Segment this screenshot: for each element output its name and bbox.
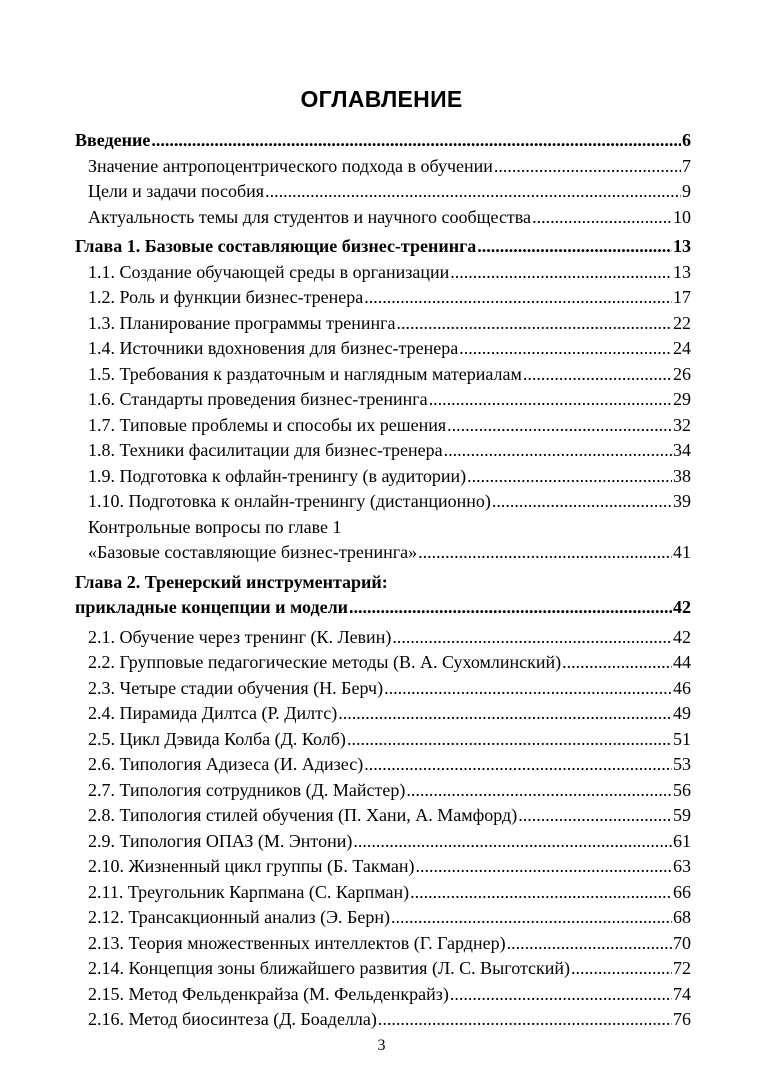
toc-entry[interactable] (75, 956, 691, 982)
toc-page-number: 44 (673, 652, 691, 672)
toc-page-number: 56 (673, 779, 691, 800)
toc-entry[interactable] (75, 489, 691, 515)
toc-entry[interactable] (75, 982, 691, 1008)
dot-leader (459, 336, 672, 362)
dot-leader (364, 285, 672, 311)
toc-page-number: 38 (673, 465, 691, 486)
toc-entry-text: Глава 2. Тренерский инструментарий: (75, 571, 388, 592)
dot-leader (347, 727, 672, 753)
toc-page-number: 46 (673, 677, 691, 698)
toc-entry[interactable] (75, 701, 691, 727)
toc-entry-text: «Базовые составляющие бизнес-тренинга» (88, 542, 418, 562)
toc-page-number: 49 (673, 703, 691, 723)
toc-page-number: 13 (673, 236, 691, 256)
toc-entry[interactable] (75, 905, 691, 931)
toc-page-number: 10 (673, 206, 691, 227)
toc-entry-text: 2.1. Обучение через тренинг (К. Левин) (88, 626, 392, 647)
toc-page-number: 9 (682, 181, 691, 201)
toc-entry-review-line1[interactable] (75, 515, 691, 541)
toc-entry[interactable] (75, 880, 691, 906)
toc-entry[interactable] (75, 179, 691, 205)
toc-entry-text: Значение антропоцентрического подхода в обучении (88, 155, 493, 176)
dot-leader (429, 387, 672, 413)
toc-entry[interactable] (75, 438, 691, 464)
toc-entry-text: Контрольные вопросы по главе 1 (88, 516, 342, 537)
dot-leader (450, 260, 672, 286)
dot-leader (562, 650, 672, 676)
toc-page-number: 17 (673, 287, 691, 307)
toc-entry[interactable] (75, 464, 691, 490)
toc-page-number: 26 (673, 363, 691, 384)
toc-entry-text: Введение (75, 130, 151, 150)
dot-leader (151, 128, 681, 154)
toc-entry[interactable] (75, 854, 691, 880)
toc-entry[interactable] (75, 154, 691, 180)
toc-page-number: 39 (673, 491, 691, 511)
toc-page-number: 34 (673, 440, 691, 460)
toc-entry-text: 1.6. Стандарты проведения бизнес-тренинга (88, 389, 428, 409)
dot-leader (477, 234, 672, 260)
dot-leader (444, 438, 672, 464)
toc-page-number: 68 (673, 907, 691, 927)
toc-page-number: 41 (673, 542, 691, 562)
dot-leader (384, 676, 672, 702)
toc-entry[interactable] (75, 650, 691, 676)
toc-entry-text: 1.10. Подготовка к онлайн-тренингу (дистанционно) (88, 491, 491, 511)
toc-entry-text: 2.5. Цикл Дэвида Колба (Д. Колб) (88, 728, 346, 749)
toc-entry[interactable] (75, 260, 691, 286)
toc-page-number: 6 (682, 130, 691, 150)
toc-entry-text: 1.5. Требования к раздаточным и наглядным материалам (88, 363, 522, 384)
toc-entry[interactable] (75, 413, 691, 439)
toc-entry-text: 2.14. Концепция зоны ближайшего развития (Л. С. Выготский) (88, 958, 571, 978)
toc-entry-text: 1.7. Типовые проблемы и способы их решения (88, 414, 447, 435)
dot-leader (447, 413, 672, 439)
toc-entry-text: Глава 1. Базовые составляющие бизнес-тренинга (75, 236, 477, 256)
toc-entry[interactable] (75, 311, 691, 337)
dot-leader (378, 1007, 672, 1033)
toc-page-number: 66 (673, 881, 691, 902)
dot-leader (532, 205, 672, 231)
toc-entry[interactable] (75, 931, 691, 957)
toc-entry-text: 2.3. Четыре стадии обучения (Н. Берч) (88, 677, 384, 698)
toc-entry-introduction[interactable] (75, 128, 691, 154)
toc-page-number: 76 (673, 1009, 691, 1029)
dot-leader (523, 362, 672, 388)
toc-entry[interactable] (75, 1007, 691, 1033)
toc-entry-text: Цели и задачи пособия (88, 181, 265, 201)
toc-entry[interactable] (75, 752, 691, 778)
toc-entry-text: 1.8. Техники фасилитации для бизнес-тренера (88, 440, 443, 460)
toc-page-number: 53 (673, 754, 691, 774)
table-of-contents (75, 128, 691, 1033)
toc-entry-text: 1.9. Подготовка к офлайн-тренингу (в аудитории) (88, 465, 467, 486)
toc-page-number: 72 (673, 958, 691, 978)
toc-page-number: 22 (673, 312, 691, 333)
toc-page-number: 63 (673, 856, 691, 876)
toc-page-number: 59 (673, 805, 691, 825)
dot-leader (364, 752, 672, 778)
toc-entry[interactable] (75, 676, 691, 702)
dot-leader (392, 625, 672, 651)
toc-entry-text: 1.2. Роль и функции бизнес-тренера (88, 287, 364, 307)
dot-leader (492, 489, 672, 515)
toc-entry-text: Актуальность темы для студентов и научного сообщества (88, 206, 532, 227)
dot-leader (507, 931, 672, 957)
dot-leader (349, 595, 672, 621)
toc-entry[interactable] (75, 387, 691, 413)
toc-entry-text: 2.9. Типология ОПАЗ (М. Энтони) (88, 830, 353, 851)
dot-leader (353, 829, 672, 855)
dot-leader (396, 311, 672, 337)
toc-page-number: 24 (673, 338, 691, 358)
toc-entry[interactable] (75, 336, 691, 362)
toc-entry[interactable] (75, 727, 691, 753)
toc-page-number: 7 (682, 155, 691, 176)
toc-page-number: 51 (673, 728, 691, 749)
toc-entry[interactable] (75, 829, 691, 855)
toc-entry-text: прикладные концепции и модели (75, 597, 349, 617)
dot-leader (410, 880, 672, 906)
toc-entry-text: 2.7. Типология сотрудников (Д. Майстер) (88, 779, 406, 800)
dot-leader (406, 778, 672, 804)
page-number: 3 (377, 1037, 386, 1054)
dot-leader (571, 956, 672, 982)
toc-page-number: 32 (673, 414, 691, 435)
toc-entry[interactable] (75, 205, 691, 231)
toc-entry[interactable] (75, 285, 691, 311)
toc-entry[interactable] (75, 625, 691, 651)
toc-entry-text: 1.3. Планирование программы тренинга (88, 312, 396, 333)
toc-entry-text: 2.6. Типология Адизеса (И. Адизес) (88, 754, 364, 774)
toc-entry[interactable] (75, 362, 691, 388)
toc-entry-text: 2.12. Трансакционный анализ (Э. Берн) (88, 907, 390, 927)
page-title: ОГЛАВЛЕНИЕ (300, 86, 463, 112)
toc-page-number: 42 (673, 626, 691, 647)
dot-leader (338, 701, 672, 727)
dot-leader (418, 540, 672, 566)
toc-entry-text: 2.2. Групповые педагогические методы (В. А. Сухомлинский) (88, 652, 562, 672)
toc-entry-chapter-1[interactable] (75, 234, 691, 260)
dot-leader (415, 854, 672, 880)
toc-entry-text: 1.4. Источники вдохновения для бизнес-тренера (88, 338, 459, 358)
dot-leader (494, 154, 681, 180)
toc-entry-text: 2.8. Типология стилей обучения (П. Хани, А. Мамфорд) (88, 805, 518, 825)
dot-leader (391, 905, 672, 931)
toc-entry-chapter-2[interactable] (75, 595, 691, 621)
toc-page-number: 29 (673, 389, 691, 409)
toc-entry-text: 2.15. Метод Фельденкрайза (М. Фельденкрайз) (88, 983, 449, 1004)
dot-leader (518, 803, 672, 829)
toc-entry-text: 2.10. Жизненный цикл группы (Б. Такман) (88, 856, 415, 876)
toc-entry-text: 2.16. Метод биосинтеза (Д. Боаделла) (88, 1009, 377, 1029)
dot-leader (265, 179, 681, 205)
toc-entry-text: 2.4. Пирамида Дилтса (Р. Дилтс) (88, 703, 338, 723)
toc-entry-chapter-2-line1[interactable] (75, 570, 691, 596)
toc-page-number: 42 (673, 597, 691, 617)
toc-page-number: 74 (673, 983, 691, 1004)
toc-entry-review[interactable] (75, 540, 691, 566)
dot-leader (467, 464, 672, 490)
toc-entry-text: 1.1. Создание обучающей среды в организации (88, 261, 450, 282)
toc-page-number: 61 (673, 830, 691, 851)
toc-page-number: 13 (673, 261, 691, 282)
toc-entry-text: 2.11. Треугольник Карпмана (С. Карпман) (88, 881, 410, 902)
toc-entry-text: 2.13. Теория множественных интеллектов (Г. Гарднер) (88, 932, 506, 953)
toc-page-number: 70 (673, 932, 691, 953)
toc-entry[interactable] (75, 778, 691, 804)
toc-entry[interactable] (75, 803, 691, 829)
dot-leader (450, 982, 672, 1008)
